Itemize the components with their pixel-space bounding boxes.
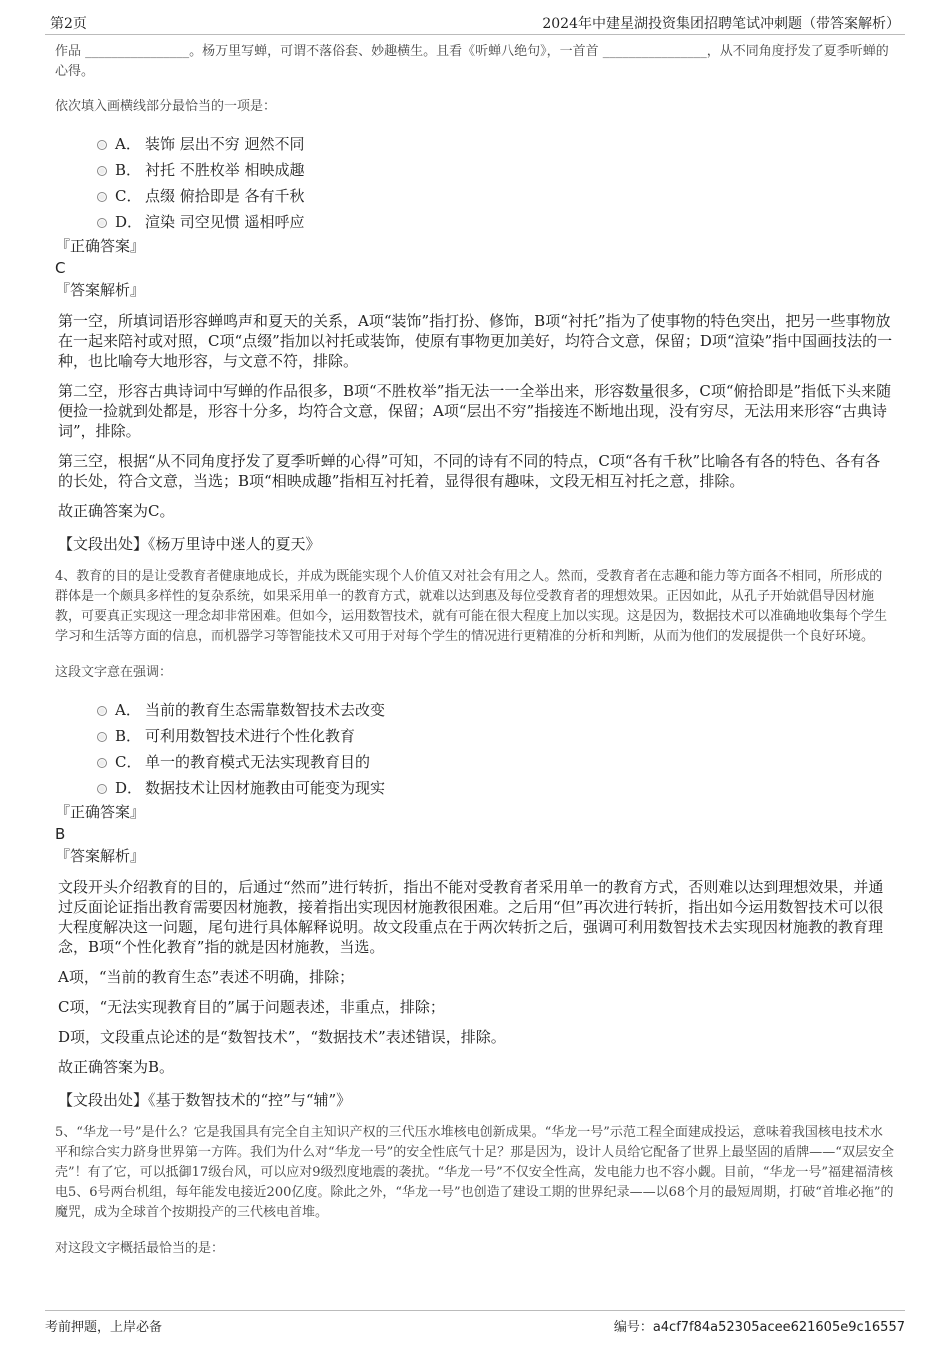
q4-conclusion: 故正确答案为B。: [58, 1058, 175, 1076]
q4-analysis-4: D项，文段重点论述的是“数智技术”，“数据技术”表述错误，排除。: [58, 1028, 506, 1046]
q3-option-d[interactable]: [55, 209, 895, 235]
option-text: 可利用数智技术进行个性化教育: [145, 727, 356, 745]
option-text: 点缀 俯拾即是 各有千秋: [145, 187, 305, 205]
q4-options: [55, 697, 895, 801]
q4-analysis-label: 『答案解析』: [55, 847, 146, 865]
q4-analysis-1: 文段开头介绍教育的目的，后通过“然而”进行转折，指出不能对受教育者采用单一的教育方式，否则难以达到理想效果，并通过反面论证指出教育需要因材施教，接着指出实现因材施教很困难。之后用“但”再次进行转折，指出如今运用数智技术可以很大程度解决这一问题，尾句进行具体解释说明。故文段重点在于两次转折之后，强调可利用数智技术去实现因材施教的教育理念，B项“个性化教育”指的就是因材施教，当选。: [58, 878, 884, 956]
q4-analysis-3: C项，“无法实现教育目的”属于问题表述，非重点，排除；: [58, 998, 445, 1016]
option-letter: D．: [115, 213, 143, 231]
document-code: 编号：a4cf7f84a52305acee621605e9c16557: [613, 1320, 905, 1335]
document-title: 2024年中建星湖投资集团招聘笔试冲刺题（带答案解析）: [542, 16, 900, 32]
q4-source: 【文段出处】《基于数智技术的“控”与“辅”》: [58, 1091, 352, 1109]
q4-option-b[interactable]: [55, 723, 895, 749]
q4-prompt: 这段文字意在强调：: [55, 665, 173, 680]
q3-options: [55, 131, 895, 235]
footer-slogan: 考前押题，上岸必备: [45, 1320, 163, 1335]
radio-icon[interactable]: [97, 758, 107, 768]
radio-icon[interactable]: [97, 784, 107, 794]
q5-passage: 5、“华龙一号”是什么？它是我国具有完全自主知识产权的三代压水堆核电创新成果。“华龙一号”示范工程全面建成投运，意味着我国核电技术水平和综合实力跻身世界第一方阵。我们为什么对“华龙一号”的安全性底气十足？那是因为，设计人员给它配备了世界上最坚固的盾牌——“双层安全壳”！有了它，可以抵御17级台风，可以应对9级烈度地震的袭扰。“华龙一号”不仅安全性高，发电能力也不容小觑。目前，“华龙一号”福建福清核电5、6号两台机组，每年能发电接近200亿度。除此之外，“华龙一号”也创造了建设工期的世界纪录——以68个月的最短周期，打破“首堆必拖”的魔咒，成为全球首个按期投产的三代核电首堆。: [55, 1125, 894, 1220]
radio-icon[interactable]: [97, 166, 107, 176]
option-text: 数据技术让因材施教由可能变为现实: [145, 779, 386, 797]
page-number: 第2页: [50, 16, 87, 32]
option-letter: C．: [115, 187, 142, 205]
option-text: 当前的教育生态需靠数智技术去改变: [145, 701, 386, 719]
radio-icon[interactable]: [97, 732, 107, 742]
q3-analysis-1: 第一空，所填词语形容蝉鸣声和夏天的关系，A项“装饰”指打扮、修饰，B项“衬托”指为了使事物的特色突出，把另一些事物放在一起来陪衬或对照，C项“点缀”指加以衬托或装饰，使原有事物更加美好，均符合文意，保留；D项“渲染”指中国画技法的一种，也比喻夸大地形容，与文意不符，排除。: [58, 312, 893, 370]
option-text: 渲染 司空见惯 遥相呼应: [145, 213, 305, 231]
page-content: [55, 42, 895, 1259]
q3-option-b[interactable]: [55, 157, 895, 183]
q4-passage: 4、教育的目的是让受教育者健康地成长，并成为既能实现个人价值又对社会有用之人。然而，受教育者在志趣和能力等方面各不相同，所形成的群体是一个颇具多样性的复杂系统，如果采用单一的教育方式，就难以达到惠及每位受教育者的理想效果。正因如此，从孔子开始就倡导因材施教，可要真正实现这一理念却非常困难。但如今，运用数智技术，就有可能在很大程度上加以实现。这是因为，数据技术可以准确地收集每个学生学习和生活等方面的信息，而机器学习等智能技术又可用于对每个学生的情况进行更精准的分析和判断，从而为他们的发展提供一个良好环境。: [55, 569, 888, 644]
option-text: 单一的教育模式无法实现教育目的: [145, 753, 371, 771]
radio-icon[interactable]: [97, 218, 107, 228]
q4-answer: B: [55, 825, 66, 843]
q4-answer-label: 『正确答案』: [55, 803, 146, 821]
radio-icon[interactable]: [97, 140, 107, 150]
q3-analysis-2: 第二空，形容古典诗词中写蝉的作品很多，B项“不胜枚举”指无法一一全举出来，形容数量很多，C项“俯拾即是”指低下头来随便捡一捡就到处都是，形容十分多，均符合文意，保留；A项“层出不穷”指接连不断地出现，没有穷尽，无法用来形容“古典诗词”，排除。: [58, 382, 892, 440]
q4-option-a[interactable]: [55, 697, 895, 723]
q3-source: 【文段出处】《杨万里诗中迷人的夏天》: [58, 535, 321, 553]
q4-option-d[interactable]: [55, 775, 895, 801]
q3-conclusion: 故正确答案为C。: [58, 502, 175, 520]
q3-analysis-label: 『答案解析』: [55, 281, 146, 299]
option-letter: A．: [115, 701, 141, 719]
radio-icon[interactable]: [97, 706, 107, 716]
q3-answer: C: [55, 259, 66, 277]
q3-option-c[interactable]: [55, 183, 895, 209]
q3-passage: 作品 ________________。杨万里写蝉，可谓不落俗套、妙趣横生。且看《听蝉八绝句》，一首首 ________________，从不同角度抒发了夏季听蝉的心得。: [55, 44, 889, 79]
option-letter: A．: [115, 135, 141, 153]
option-letter: C．: [115, 753, 142, 771]
option-text: 装饰 层出不穷 迥然不同: [145, 135, 305, 153]
q4-option-c[interactable]: [55, 749, 895, 775]
option-letter: B．: [115, 161, 142, 179]
option-letter: D．: [115, 779, 143, 797]
q4-analysis-2: A项，“当前的教育生态”表述不明确，排除；: [58, 968, 355, 986]
radio-icon[interactable]: [97, 192, 107, 202]
q3-analysis-3: 第三空，根据“从不同角度抒发了夏季听蝉的心得”可知，不同的诗有不同的特点，C项“各有千秋”比喻各有各的特色、各有各的长处，符合文意，当选；B项“相映成趣”指相互衬托着，显得很有趣味，文段无相互衬托之意，排除。: [58, 452, 881, 490]
page-header: [45, 10, 905, 35]
q3-answer-label: 『正确答案』: [55, 237, 146, 255]
page-footer: [45, 1310, 905, 1335]
q3-option-a[interactable]: [55, 131, 895, 157]
q5-prompt: 对这段文字概括最恰当的是：: [55, 1241, 225, 1256]
q3-prompt: 依次填入画横线部分最恰当的一项是：: [55, 99, 277, 114]
option-text: 衬托 不胜枚举 相映成趣: [145, 161, 305, 179]
option-letter: B．: [115, 727, 142, 745]
